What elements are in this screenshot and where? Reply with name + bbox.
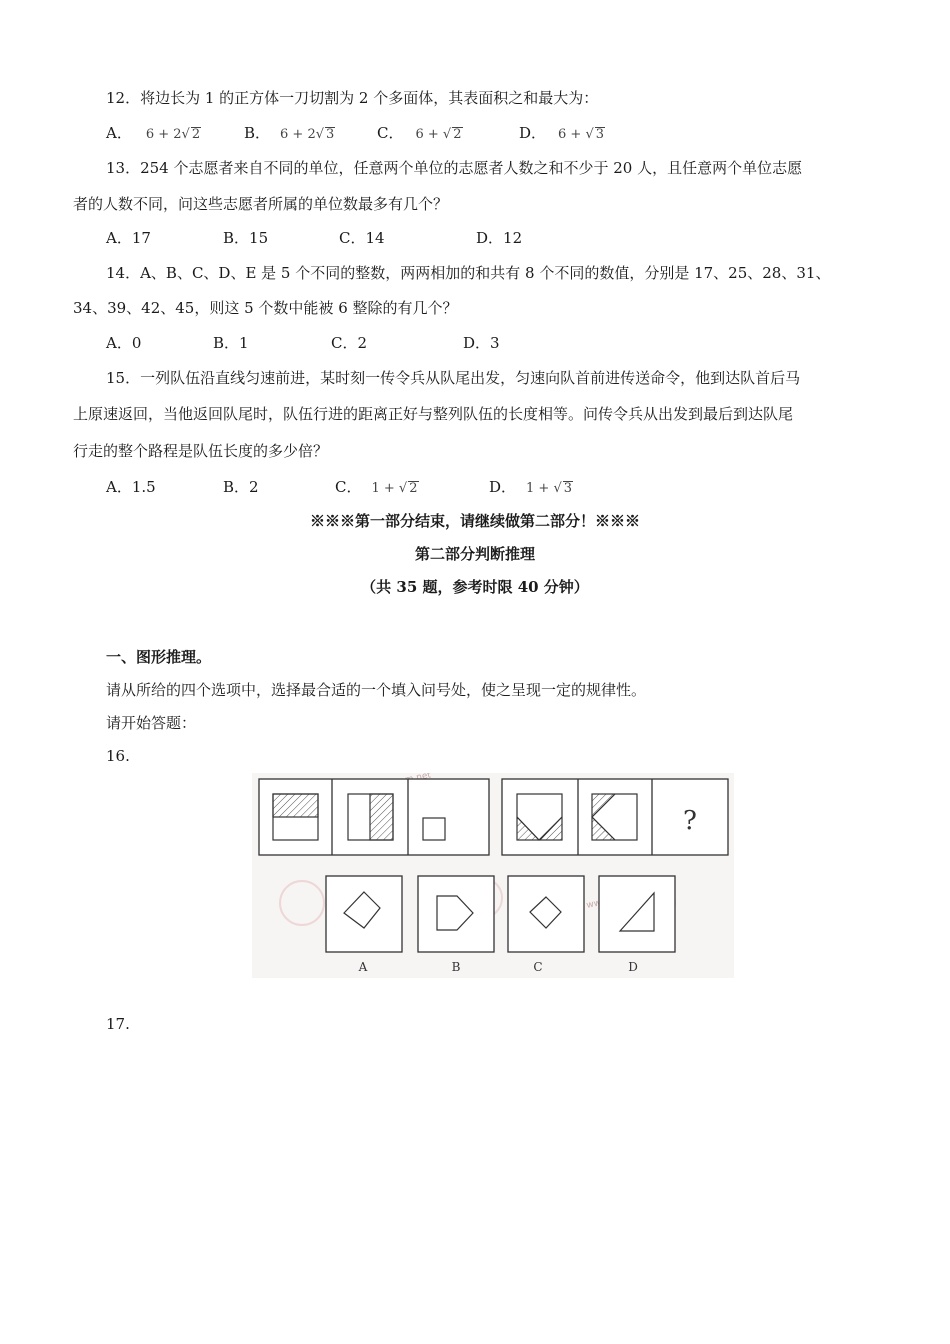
q12-option-a-expr: 6 + 2 bbox=[145, 127, 182, 142]
option-a-letter: A bbox=[358, 960, 368, 974]
q12-option-c-radicand: 2 bbox=[453, 127, 462, 142]
option-b-letter: B bbox=[451, 960, 461, 974]
q12-option-b-expr: 6 + 2 bbox=[280, 127, 316, 142]
part2-title: 第二部分判断推理 bbox=[414, 545, 535, 563]
cell2-hatched-half bbox=[370, 794, 393, 840]
q15-option-a-letter: A． bbox=[106, 478, 132, 496]
q12-option-a-radicand: 2 bbox=[191, 127, 201, 142]
q13-option-d[interactable]: D．12 bbox=[476, 229, 523, 247]
q12-option-a[interactable]: A． 6 + 2√ 2 bbox=[106, 124, 201, 142]
q15-option-a-value: 1.5 bbox=[131, 478, 156, 496]
q12-option-c-expr: 6 + bbox=[415, 127, 443, 142]
q14-option-a[interactable]: A．0 bbox=[106, 334, 142, 352]
q15-option-b-value: 2 bbox=[249, 478, 259, 496]
q12-option-d-radicand: 3 bbox=[595, 127, 605, 142]
q15-option-d-expr: 1 + bbox=[526, 481, 554, 496]
q15-option-c-expr: 1 + bbox=[371, 481, 399, 496]
q12-option-b-radicand: 3 bbox=[326, 127, 335, 142]
q15-option-c[interactable]: C． 1 + √ 2 bbox=[335, 478, 418, 496]
section-end-notice: ※※※第一部分结束，请继续做第二部分！※※※ bbox=[309, 512, 640, 530]
q13-option-b[interactable]: B．15 bbox=[223, 229, 269, 247]
q14-option-c[interactable]: C．2 bbox=[331, 334, 368, 352]
q12-option-b-letter: B． bbox=[244, 124, 271, 142]
q15-option-a[interactable] bbox=[106, 477, 156, 497]
question-row-group-2 bbox=[502, 779, 728, 855]
q15-stem-line3: 行走的整个路程是队伍长度的多少倍？ bbox=[73, 442, 329, 460]
start-prompt: 请开始答题： bbox=[106, 714, 197, 732]
q12-option-c[interactable]: C． 6 + √ 2 bbox=[377, 124, 462, 142]
q12-option-a-letter: A． bbox=[106, 124, 132, 142]
q15-option-d[interactable]: D． 1 + √ 3 bbox=[489, 478, 573, 496]
q15-option-c-radicand: 2 bbox=[409, 481, 418, 496]
q15-option-b[interactable] bbox=[223, 477, 259, 497]
option-d-letter: D bbox=[628, 960, 638, 974]
q13-option-c[interactable]: C．14 bbox=[339, 229, 385, 247]
section1-title: 一、图形推理。 bbox=[106, 648, 212, 666]
q15-stem-line2: 上原速返回，当他返回队尾时，队伍行进的距离正好与整列队伍的长度相等。问传令兵从出发到最后到达队尾 bbox=[73, 405, 794, 423]
q14-option-b[interactable]: B．1 bbox=[213, 334, 249, 352]
part2-subtitle: （共 35 题，参考时限 40 分钟） bbox=[361, 578, 589, 596]
q14-stem-line2: 34、39、42、45，则这 5 个数中能被 6 整除的有几个？ bbox=[73, 299, 458, 317]
q12-option-d-expr: 6 + bbox=[558, 127, 586, 142]
cell1-hatched-half bbox=[273, 794, 318, 817]
q15-stem-line1: 15．一列队伍沿直线匀速前进，某时刻一传令兵从队尾出发，匀速向队首前进传送命令，他到达队首后马 bbox=[106, 369, 801, 387]
q13-stem-line1: 13．254 个志愿者来自不同的单位，任意两个单位的志愿者人数之和不少于 20 人，且任意两个单位志愿 bbox=[106, 159, 803, 177]
q12-option-c-letter: C． bbox=[377, 124, 404, 142]
option-c-letter: C bbox=[533, 960, 543, 974]
question-row-group-1 bbox=[259, 779, 489, 855]
q12-stem: 12．将边长为 1 的正方体一刀切割为 2 个多面体，其表面积之和最大为： bbox=[106, 89, 599, 107]
q14-stem-line1: 14．A、B、C、D、E 是 5 个不同的整数，两两相加的和共有 8 个不同的数值，分别是 17、25、28、31、 bbox=[106, 264, 831, 282]
q12-option-d[interactable]: D． 6 + √ 3 bbox=[519, 124, 605, 142]
q17-label: 17. bbox=[106, 1015, 130, 1033]
q15-option-d-letter: D． bbox=[489, 478, 517, 496]
section1-instruction: 请从所给的四个选项中，选择最合适的一个填入问号处，使之呈现一定的规律性。 bbox=[106, 681, 647, 699]
question-mark: ? bbox=[683, 806, 697, 836]
q16-figure bbox=[252, 773, 734, 978]
q13-stem-line2: 者的人数不同，问这些志愿者所属的单位数最多有几个？ bbox=[73, 195, 449, 213]
q13-option-a[interactable]: A．17 bbox=[106, 229, 151, 247]
q15-option-b-letter: B． bbox=[223, 478, 250, 496]
q16-label: 16. bbox=[106, 747, 130, 765]
q12-option-b[interactable]: B． 6 + 2√ 3 bbox=[244, 124, 335, 142]
q12-option-d-letter: D． bbox=[519, 124, 547, 142]
q14-option-d[interactable]: D．3 bbox=[463, 334, 500, 352]
q15-option-d-radicand: 3 bbox=[563, 481, 573, 496]
q15-option-c-letter: C． bbox=[335, 478, 362, 496]
